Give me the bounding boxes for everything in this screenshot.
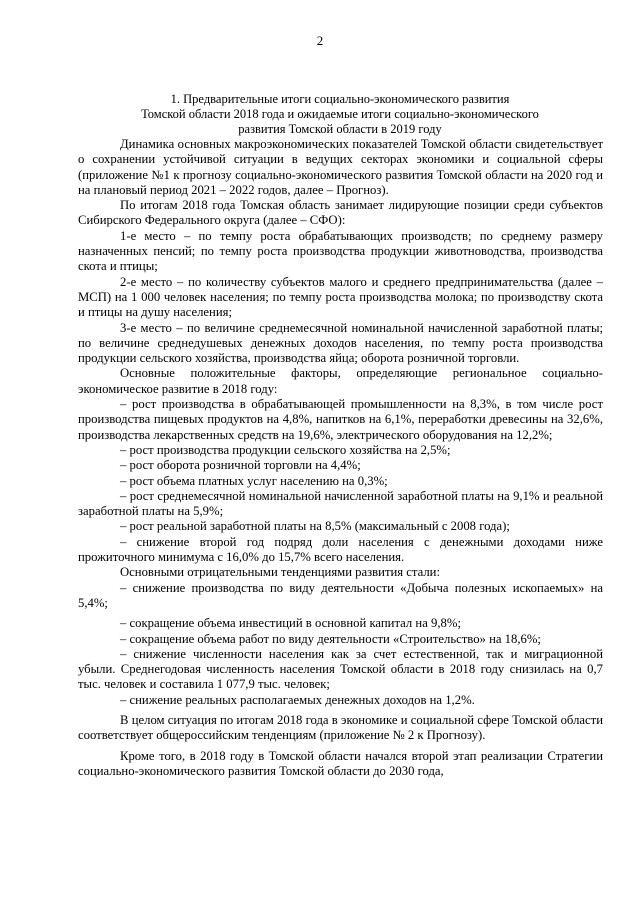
document-body: [78, 137, 603, 779]
paragraph-overall: В целом ситуация по итогам 2018 года в экономике и социальной сфере Томской области соответствует общероссийским тенденциям (приложение № 2 к Прогнозу).: [78, 712, 603, 743]
paragraph-negative-trends: Основными отрицательными тенденциями развития стали:: [120, 565, 440, 580]
list-item: – снижение численности населения как за счет естественной, так и миграционной убыли. Среднегодовая численность населения Томской области в 2018 году снизилась на 0,7 тыс. человек и составила 1 077,9 тыс. человек;: [78, 646, 603, 692]
heading-line: Томской области 2018 года и ожидаемые итоги социально-экономического: [141, 107, 539, 121]
list-item: – снижение реальных располагаемых денежных доходов на 1,2%.: [120, 692, 475, 707]
paragraph-second-place: 2-е место – по количеству субъектов малого и среднего предпринимательства (далее – МСП) на 1 000 человек населения; по темпу роста производства молока; по производству скота и птицы на душу населения;: [78, 274, 603, 320]
list-item: – снижение производства по виду деятельности «Добыча полезных ископаемых» на 5,4%;: [78, 580, 603, 610]
list-item: – рост оборота розничной торговли на 4,4%;: [120, 458, 361, 473]
list-item: – рост объема платных услуг населению на 0,3%;: [120, 473, 388, 488]
list-item: – снижение второй год подряд доли населения с денежными доходами ниже прожиточного минимума с 16,0% до 15,7% всего населения.: [78, 534, 603, 565]
list-item: – рост реальной заработной платы на 8,5% (максимальный с 2008 года);: [120, 519, 510, 534]
paragraph-strategy: Кроме того, в 2018 году в Томской области начался второй этап реализации Стратегии социально-экономического развития Томской области до 2030 года,: [78, 748, 603, 778]
paragraph-third-place: 3-е место – по величине среднемесячной номинальной начисленной заработной платы; по величине среднедушевых денежных доходов населения, по темпу роста производства продукции сельского хозяйства, производства яйца; оборота розничной торговли.: [78, 320, 603, 366]
list-item: – сокращение объема инвестиций в основной капитал на 9,8%;: [120, 616, 461, 631]
paragraph-macro-dynamics: Динамика основных макроэкономических показателей Томской области свидетельствует о сохранении устойчивой ситуации в ведущих секторах экономики и социальной сферы (приложение №1 к прогнозу социально-экономического развития Томской области на 2020 год и на плановый период 2021 – 2022 годов, далее – Прогноз).: [78, 137, 603, 197]
paragraph-positive-factors: Основные положительные факторы, определяющие региональное социально-экономическое развитие в 2018 году:: [78, 366, 603, 396]
section-heading: [80, 92, 600, 137]
paragraph-leading-positions: По итогам 2018 года Томская область занимает лидирующие позиции среди субъектов Сибирского Федерального округа (далее – СФО):: [78, 198, 603, 228]
list-item: – рост производства в обрабатывающей промышленности на 8,3%, в том числе рост производства пищевых продуктов на 4,8%, напитков на 6,1%, переработки древесины на 32,6%, производства лекарственных средств на 19,6%, электрического оборудования на 12,2%;: [78, 397, 603, 442]
list-item: – рост среднемесячной номинальной начисленной заработной платы на 9,1% и реальной заработной платы на 5,9%;: [78, 488, 603, 519]
heading-line: 1. Предварительные итоги социально-экономического развития: [170, 92, 510, 106]
paragraph-first-place: 1-е место – по темпу роста обрабатывающих производств; по среднему размеру назначенных пенсий; по темпу роста производства продукции животноводства, производства скота и птицы;: [78, 228, 603, 274]
list-item: – рост производства продукции сельского хозяйства на 2,5%;: [120, 442, 451, 457]
page-number: 2: [316, 33, 324, 48]
list-item: – сокращение объема работ по виду деятельности «Строительство» на 18,6%;: [120, 631, 541, 646]
heading-line: развития Томской области в 2019 году: [238, 122, 442, 136]
